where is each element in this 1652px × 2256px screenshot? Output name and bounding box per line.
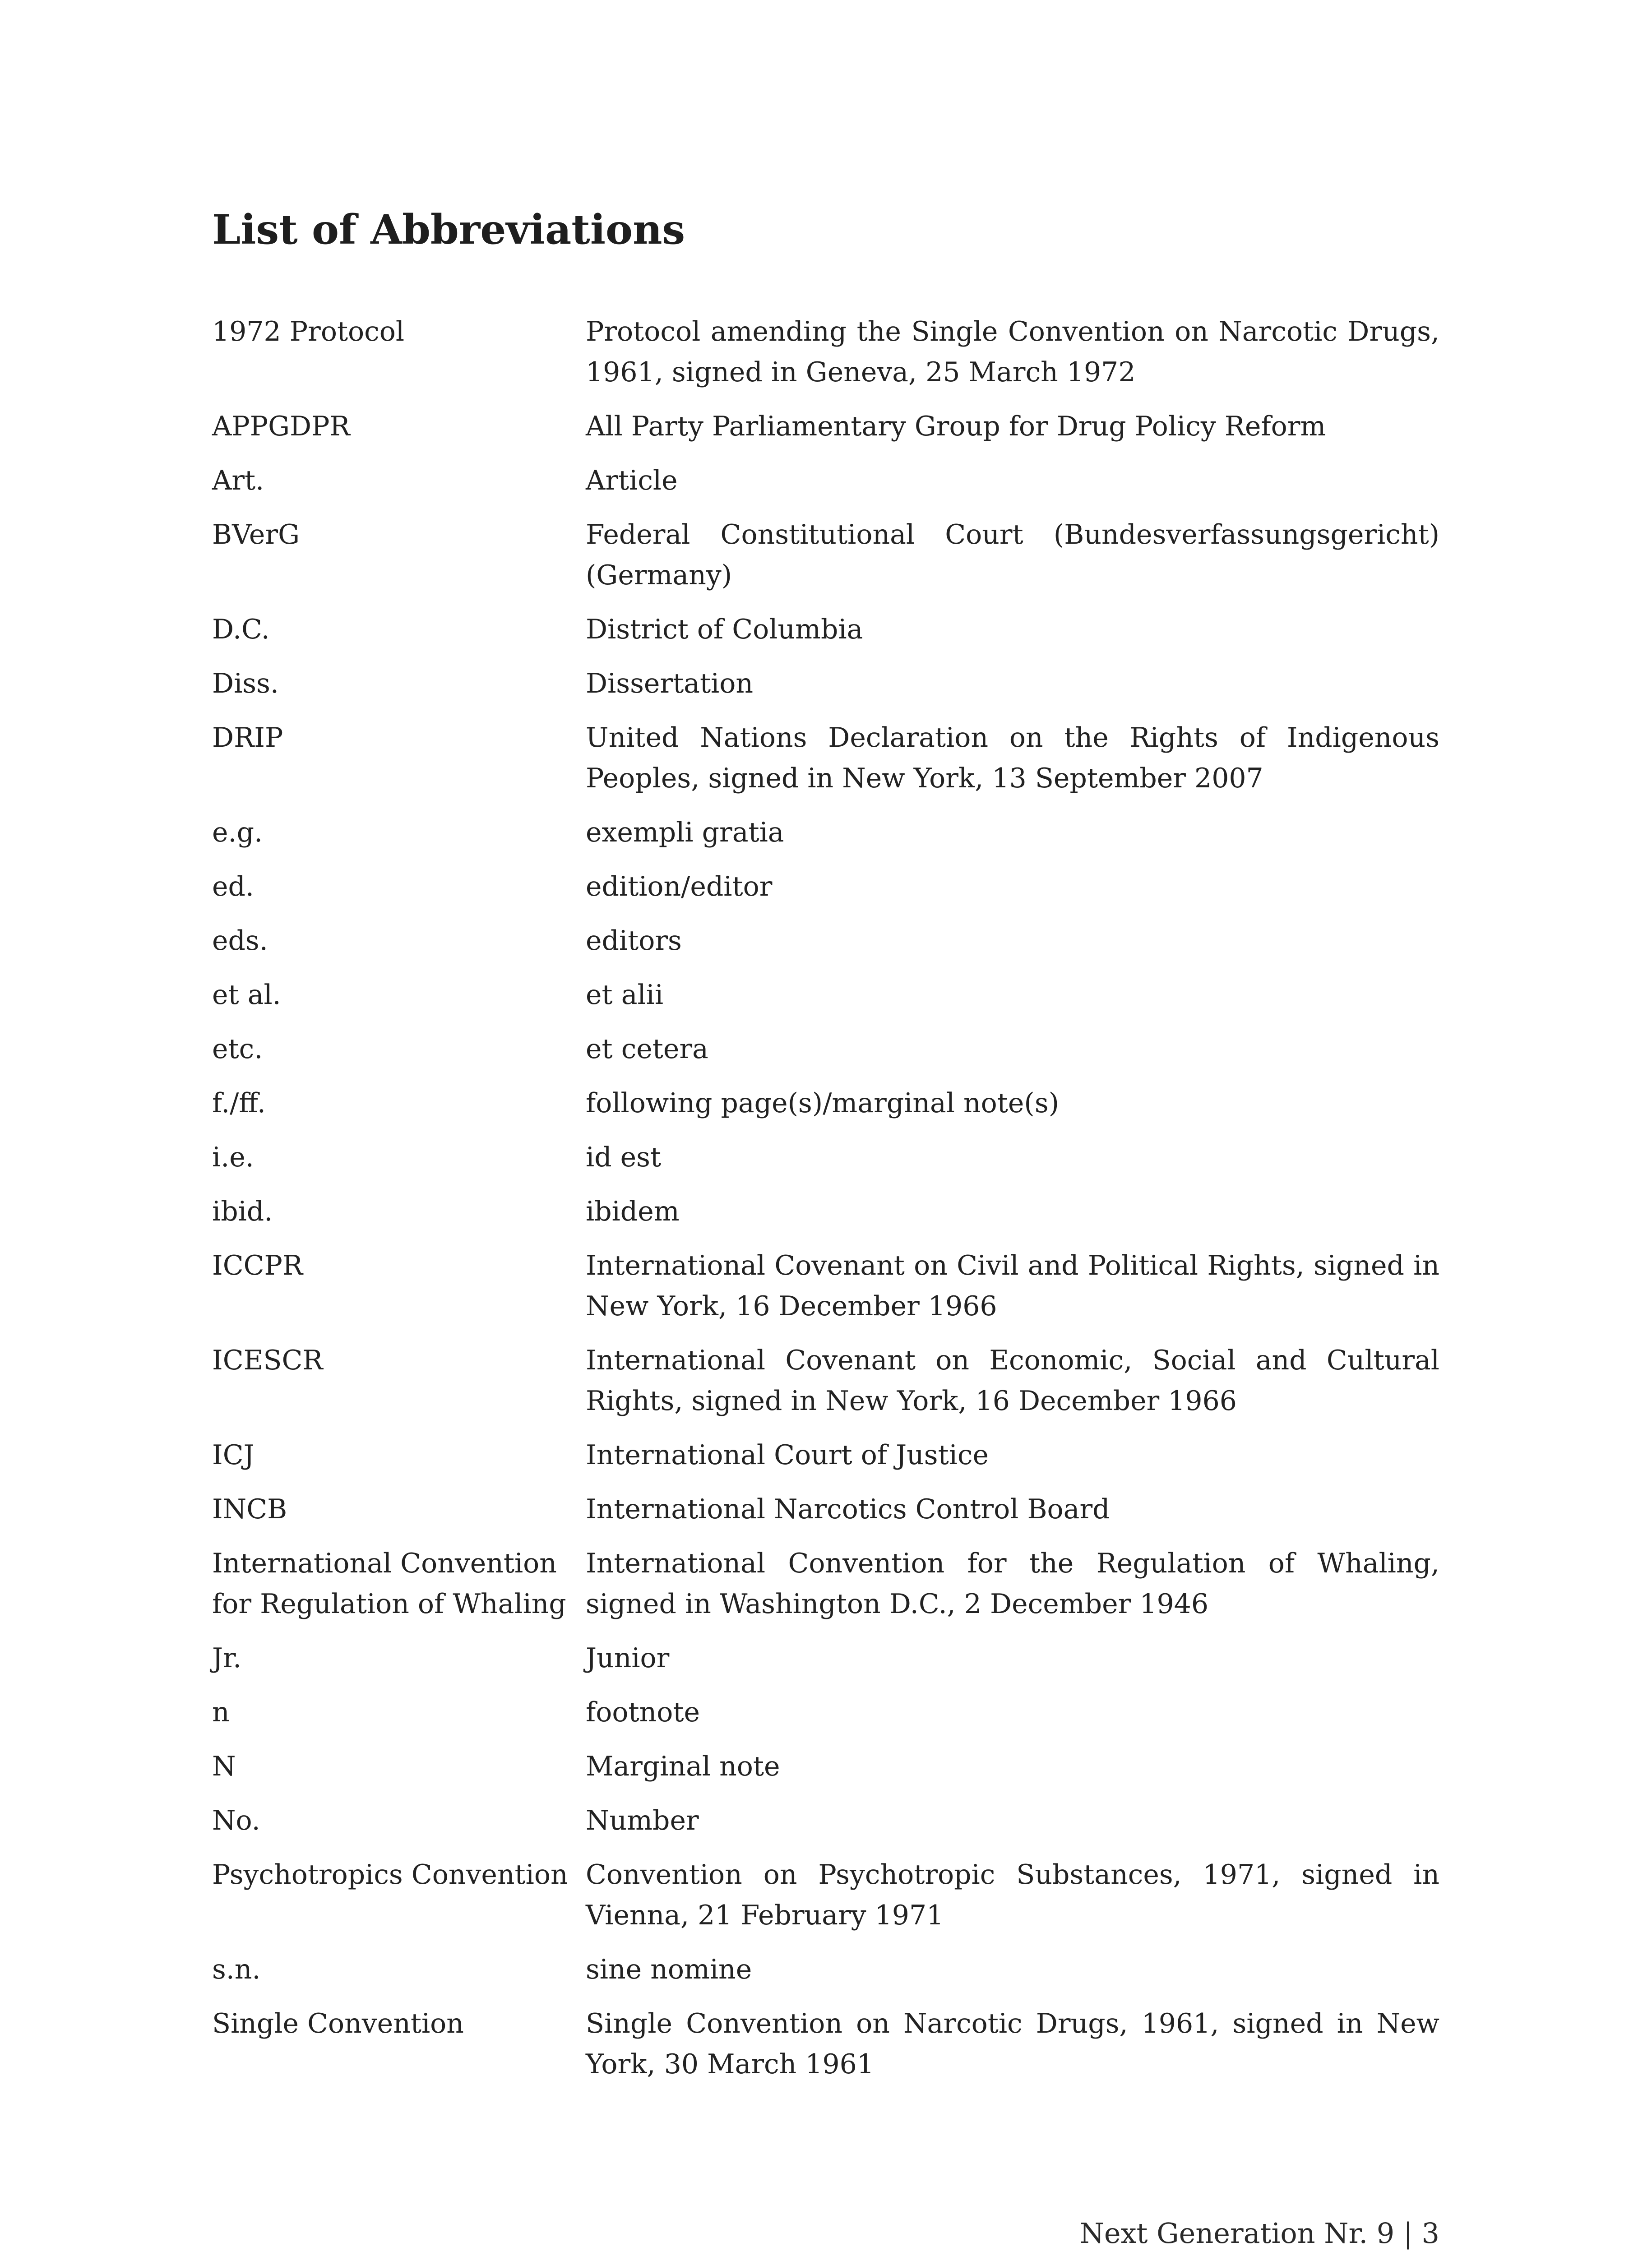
abbreviation-row (212, 1137, 1439, 1178)
abbreviation-term: APPGDPR (212, 411, 350, 442)
abbreviation-definition: International Covenant on Economic, Social and Cultural Rights, signed in New York, 16 December 1966 (586, 1345, 1439, 1417)
abbreviation-definition: Federal Constitutional Court (Bundesverfassungsgericht) (Germany) (586, 519, 1439, 591)
abbreviation-row (212, 1340, 1439, 1421)
abbreviation-term: Jr. (212, 1642, 242, 1674)
abbreviation-term: n (212, 1697, 230, 1728)
abbreviation-row (212, 406, 1439, 447)
abbreviation-term: N (212, 1751, 236, 1782)
abbreviation-definition: Article (586, 465, 678, 496)
abbreviation-row (212, 866, 1439, 907)
abbreviation-row (212, 609, 1439, 650)
abbreviation-term: etc. (212, 1033, 263, 1065)
abbreviation-row (212, 2003, 1439, 2085)
abbreviation-definition: Convention on Psychotropic Substances, 1971, signed in Vienna, 21 February 1971 (586, 1859, 1439, 1931)
abbreviation-row (212, 1489, 1439, 1530)
abbreviation-term: ibid. (212, 1196, 273, 1227)
abbreviation-row (212, 717, 1439, 799)
abbreviation-row (212, 1638, 1439, 1678)
abbreviation-term: e.g. (212, 817, 263, 848)
abbreviation-row (212, 1854, 1439, 1936)
page-footer: Next Generation Nr. 9 | 3 (1079, 2217, 1439, 2250)
abbreviation-row (212, 1191, 1439, 1232)
abbreviation-row (212, 663, 1439, 704)
abbreviation-term: ICCPR (212, 1250, 303, 1281)
abbreviation-term: No. (212, 1805, 260, 1836)
abbreviation-term: ICESCR (212, 1345, 323, 1376)
abbreviation-term: f./ff. (212, 1087, 266, 1119)
abbreviation-definition: Junior (586, 1642, 670, 1674)
abbreviation-term: BVerG (212, 519, 300, 550)
abbreviation-row (212, 514, 1439, 596)
abbreviation-term: Art. (212, 465, 264, 496)
abbreviation-definition: International Covenant on Civil and Political Rights, signed in New York, 16 December 1966 (586, 1250, 1439, 1322)
abbreviation-term: 1972 Protocol (212, 316, 405, 347)
abbreviation-definition: International Narcotics Control Board (586, 1493, 1110, 1525)
abbreviation-row (212, 1692, 1439, 1733)
abbreviation-definition: edition/editor (586, 871, 773, 902)
abbreviation-row (212, 975, 1439, 1015)
abbreviation-term: International Convention for Regulation of Whaling (212, 1548, 566, 1620)
abbreviation-term: ICJ (212, 1439, 255, 1471)
abbreviation-definition: District of Columbia (586, 614, 863, 645)
abbreviation-definition: International Court of Justice (586, 1439, 989, 1471)
abbreviation-term: Single Convention (212, 2008, 464, 2039)
abbreviation-definition: et cetera (586, 1033, 708, 1065)
abbreviation-term: i.e. (212, 1142, 254, 1173)
abbreviation-definition: Protocol amending the Single Convention on Narcotic Drugs, 1961, signed in Geneva, 25 March 1972 (586, 316, 1439, 388)
abbreviation-definition: United Nations Declaration on the Rights of Indigenous Peoples, signed in New York, 13 September 2007 (586, 722, 1439, 794)
abbreviation-row (212, 460, 1439, 501)
abbreviation-term: et al. (212, 979, 281, 1011)
abbreviation-term: Diss. (212, 668, 279, 699)
abbreviation-definition: Number (586, 1805, 699, 1836)
abbreviation-term: INCB (212, 1493, 287, 1525)
abbreviation-row (212, 1029, 1439, 1069)
abbreviation-row (212, 1083, 1439, 1123)
abbreviation-row (212, 1949, 1439, 1990)
abbreviation-definition: id est (586, 1142, 662, 1173)
abbreviation-definition: exempli gratia (586, 817, 784, 848)
abbreviation-term: DRIP (212, 722, 283, 754)
abbreviation-row (212, 1800, 1439, 1841)
abbreviation-definition: All Party Parliamentary Group for Drug Policy Reform (586, 411, 1326, 442)
abbreviation-term: Psychotropics Convention (212, 1859, 568, 1891)
abbreviation-definition: Dissertation (586, 668, 754, 699)
abbreviation-definition: Marginal note (586, 1751, 780, 1782)
abbreviations-list (212, 311, 1439, 2098)
abbreviation-row (212, 920, 1439, 961)
abbreviation-definition: Single Convention on Narcotic Drugs, 1961, signed in New York, 30 March 1961 (586, 2008, 1439, 2080)
abbreviation-definition: editors (586, 925, 682, 957)
abbreviation-term: eds. (212, 925, 268, 957)
page-title: List of Abbreviations (212, 206, 685, 254)
abbreviation-definition: footnote (586, 1697, 700, 1728)
abbreviation-row (212, 311, 1439, 393)
abbreviation-row (212, 1245, 1439, 1327)
abbreviation-definition: International Convention for the Regulation of Whaling, signed in Washington D.C., 2 December 1946 (586, 1548, 1439, 1620)
abbreviation-row (212, 812, 1439, 853)
abbreviation-term: ed. (212, 871, 254, 902)
abbreviation-definition: ibidem (586, 1196, 680, 1227)
abbreviation-term: D.C. (212, 614, 270, 645)
abbreviation-row (212, 1746, 1439, 1787)
abbreviation-row (212, 1543, 1439, 1624)
abbreviation-row (212, 1435, 1439, 1475)
abbreviation-definition: sine nomine (586, 1954, 752, 1985)
abbreviation-definition: following page(s)/marginal note(s) (586, 1087, 1060, 1119)
abbreviation-term: s.n. (212, 1954, 261, 1985)
abbreviation-definition: et alii (586, 979, 664, 1011)
